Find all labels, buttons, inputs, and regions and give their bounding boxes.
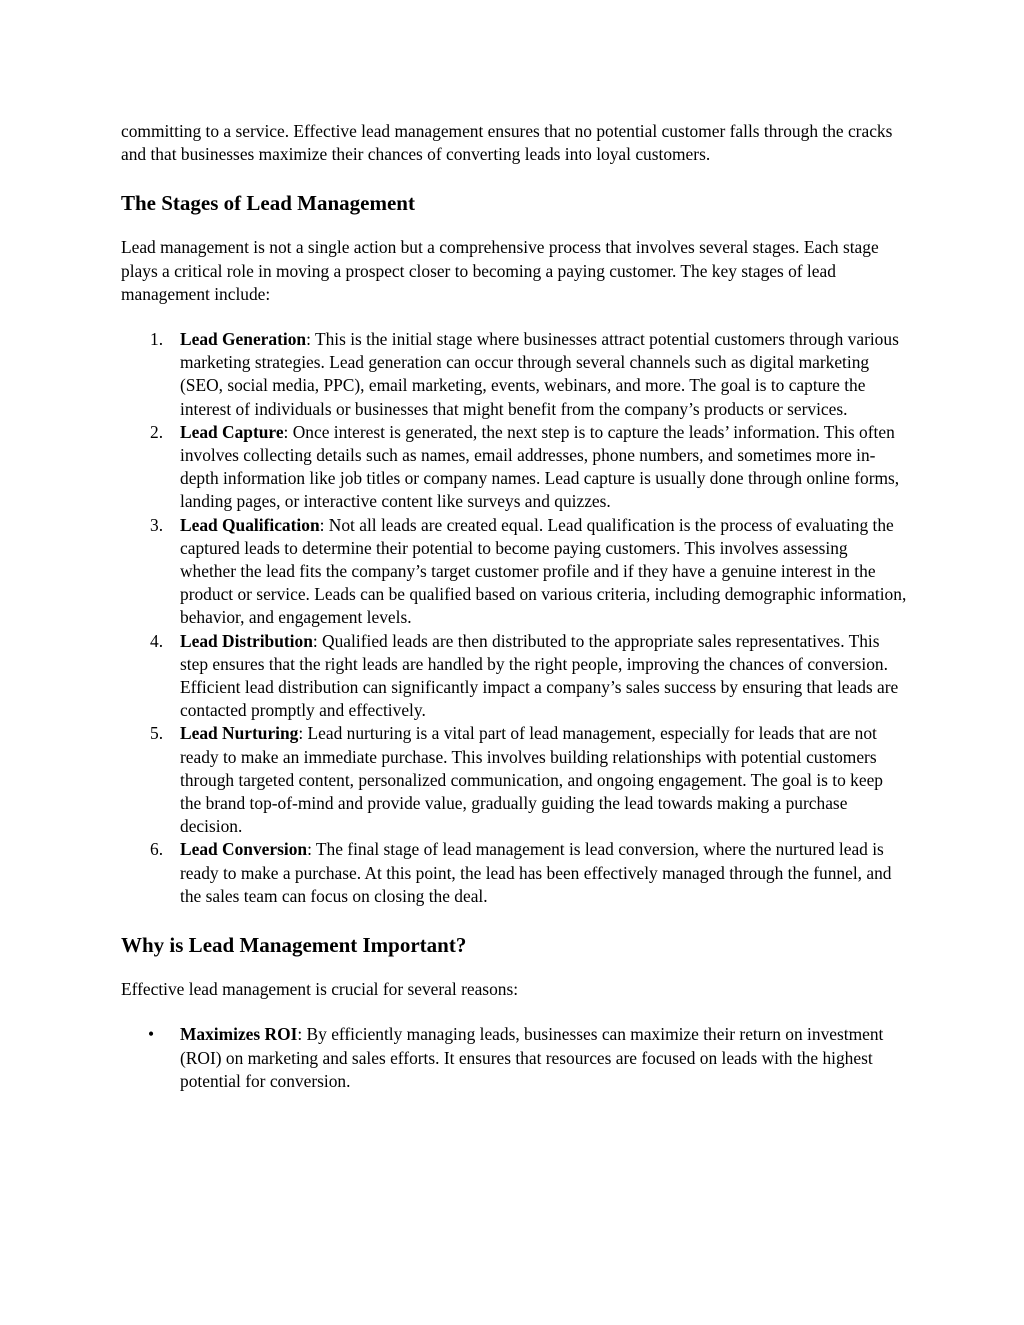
list-item — [121, 328, 907, 421]
why-intro: Effective lead management is crucial for several reasons: — [121, 979, 519, 1000]
list-text: : This is the initial stage where businesses attract potential customers through various marketing strategies. Lead generation can occur through several channels such as digital marketing (SEO, social media, PPC), email marketing, events, webinars, and more. The goal is to capture the interest of individuals or businesses that might benefit from the company’s products or services. — [180, 329, 899, 419]
list-number: 1. — [150, 329, 164, 350]
list-text: : The final stage of lead management is lead conversion, where the nurtured lead is ready to make a purchase. At this point, the lead has been effectively managed through the funnel, and the sales team can focus on closing the deal. — [180, 839, 892, 906]
why-bullet-list — [121, 1023, 907, 1093]
list-number: 3. — [150, 514, 164, 535]
list-term: Lead Distribution — [180, 630, 313, 651]
list-item — [121, 514, 907, 630]
list-item — [121, 630, 907, 723]
bullet-item — [121, 1023, 907, 1093]
stages-intro: Lead management is not a single action but a comprehensive process that involves several stages. Each stage plays a critical role in moving a prospect closer to becoming a paying customer. The key stages of lead management include: — [121, 237, 879, 304]
list-item — [121, 722, 907, 838]
list-term: Lead Nurturing — [180, 723, 299, 744]
list-term: Lead Conversion — [180, 839, 308, 860]
list-term: Lead Capture — [180, 421, 284, 442]
bullet-text: : By efficiently managing leads, businesses can maximize their return on investment (ROI) on marketing and sales efforts. It ensures that resources are focused on leads with the highest potential for conversion. — [180, 1024, 884, 1091]
top-paragraph: committing to a service. Effective lead management ensures that no potential customer falls through the cracks and that businesses maximize their chances of converting leads into loyal customers. — [121, 121, 893, 165]
list-number: 2. — [150, 421, 164, 442]
why-heading: Why is Lead Management Important? — [121, 933, 467, 958]
list-item — [121, 838, 907, 908]
bullet-term: Maximizes ROI — [180, 1024, 298, 1045]
list-item — [121, 421, 907, 514]
list-number: 6. — [150, 839, 164, 860]
bullet-icon: • — [148, 1024, 155, 1045]
list-text: : Once interest is generated, the next step is to capture the leads’ information. This often involves collecting details such as names, email addresses, phone numbers, and sometimes more in-depth information like job titles or company names. Lead capture is usually done through online forms, landing pages, or interactive content like surveys and quizzes. — [180, 421, 900, 512]
stages-heading: The Stages of Lead Management — [121, 191, 415, 216]
list-text: : Qualified leads are then distributed to the appropriate sales representatives. This step ensures that the right leads are handled by the right people, improving the chances of conversion. Efficient lead distribution can significantly impact a company’s sales success by ensuring that leads are contacted promptly and effectively. — [180, 630, 899, 721]
list-number: 5. — [150, 723, 164, 744]
list-term: Lead Qualification — [180, 514, 320, 535]
list-text: : Lead nurturing is a vital part of lead management, especially for leads that are not ready to make an immediate purchase. This involves building relationships with potential customers through targeted content, personalized communication, and ongoing engagement. The goal is to keep the brand top-of-mind and provide value, gradually guiding the lead towards making a purchase decision. — [180, 723, 883, 837]
list-number: 4. — [150, 630, 164, 651]
document-page — [121, 120, 907, 1093]
stages-list — [121, 328, 907, 908]
list-text: : Not all leads are created equal. Lead qualification is the process of evaluating the captured leads to determine their potential to become paying customers. This involves assessing whether the lead fits the company’s target customer profile and if they have a genuine interest in the product or service. Leads can be qualified based on various criteria, including demographic information, behavior, and engagement levels. — [180, 514, 907, 628]
list-term: Lead Generation — [180, 329, 307, 350]
